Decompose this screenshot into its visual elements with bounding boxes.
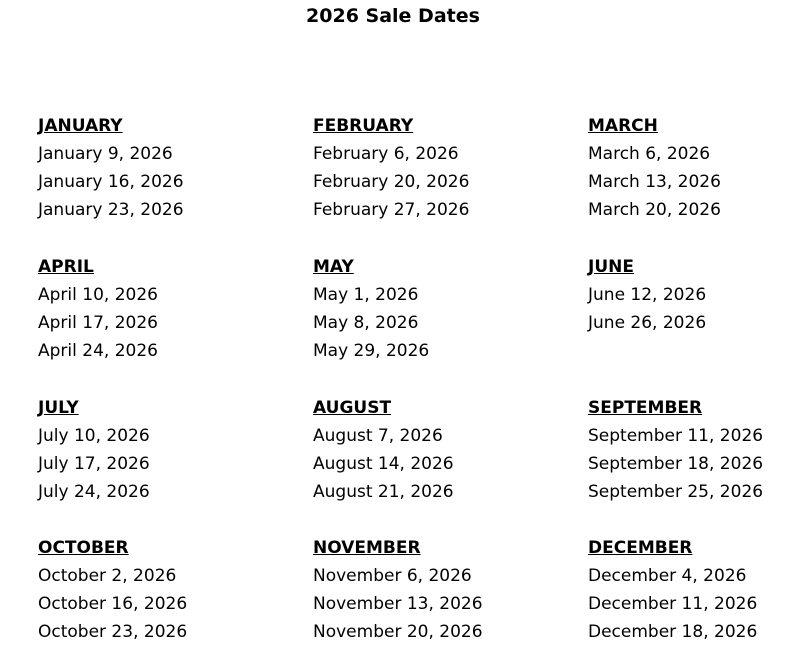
month-heading: DECEMBER: [588, 538, 693, 558]
month-heading: JUNE: [588, 257, 634, 277]
month-block-september: [588, 394, 786, 506]
sale-date: March 13, 2026: [588, 172, 721, 192]
month-heading: MARCH: [588, 116, 658, 136]
month-block-may: [313, 253, 573, 365]
month-block-november: [313, 534, 573, 646]
month-block-december: [588, 534, 786, 646]
date-list: [313, 422, 573, 506]
month-block-march: [588, 112, 786, 224]
month-block-june: [588, 253, 786, 337]
month-block-july: [38, 394, 298, 506]
sale-date: February 6, 2026: [313, 144, 459, 164]
date-list: [38, 281, 298, 365]
sale-date: March 20, 2026: [588, 200, 721, 220]
date-list: [588, 422, 786, 506]
sale-date: January 9, 2026: [38, 144, 173, 164]
month-block-august: [313, 394, 573, 506]
sale-date: October 16, 2026: [38, 594, 188, 614]
sale-date: February 27, 2026: [313, 200, 470, 220]
sale-date: October 2, 2026: [38, 566, 177, 586]
sale-date: January 16, 2026: [38, 172, 184, 192]
sale-date: September 11, 2026: [588, 426, 764, 446]
sale-date: June 12, 2026: [588, 285, 707, 305]
sale-date: April 17, 2026: [38, 313, 158, 333]
month-heading: AUGUST: [313, 398, 392, 418]
sale-date: May 8, 2026: [313, 313, 419, 333]
sale-date: July 10, 2026: [38, 426, 150, 446]
sale-date: March 6, 2026: [588, 144, 711, 164]
month-heading: JULY: [38, 398, 79, 418]
sale-date: November 6, 2026: [313, 566, 472, 586]
date-list: [313, 562, 573, 646]
month-heading: APRIL: [38, 257, 94, 277]
sale-date: June 26, 2026: [588, 313, 707, 333]
sale-date: May 1, 2026: [313, 285, 419, 305]
sale-date: December 18, 2026: [588, 622, 758, 642]
sale-date: August 14, 2026: [313, 454, 454, 474]
month-heading: NOVEMBER: [313, 538, 421, 558]
date-list: [38, 562, 298, 646]
sale-date: April 10, 2026: [38, 285, 158, 305]
month-heading: OCTOBER: [38, 538, 129, 558]
month-block-february: [313, 112, 573, 224]
date-list: [38, 140, 298, 224]
sale-date: January 23, 2026: [38, 200, 184, 220]
date-list: [313, 281, 573, 365]
sale-date: September 18, 2026: [588, 454, 764, 474]
date-list: [38, 422, 298, 506]
page-title: 2026 Sale Dates: [306, 5, 480, 27]
sale-date: September 25, 2026: [588, 482, 764, 502]
sale-date: July 17, 2026: [38, 454, 150, 474]
sale-date: February 20, 2026: [313, 172, 470, 192]
sale-date: August 21, 2026: [313, 482, 454, 502]
sale-date: August 7, 2026: [313, 426, 443, 446]
month-block-january: [38, 112, 298, 224]
sale-date: December 11, 2026: [588, 594, 758, 614]
month-heading: FEBRUARY: [313, 116, 414, 136]
sale-date: April 24, 2026: [38, 341, 158, 361]
date-list: [588, 562, 786, 646]
sale-date: November 13, 2026: [313, 594, 483, 614]
date-list: [588, 140, 786, 224]
sale-date: December 4, 2026: [588, 566, 747, 586]
month-heading: MAY: [313, 257, 354, 277]
month-block-april: [38, 253, 298, 365]
date-list: [588, 281, 786, 337]
month-heading: SEPTEMBER: [588, 398, 703, 418]
month-block-october: [38, 534, 298, 646]
sale-date: May 29, 2026: [313, 341, 430, 361]
sale-date: November 20, 2026: [313, 622, 483, 642]
month-heading: JANUARY: [38, 116, 123, 136]
sale-date: October 23, 2026: [38, 622, 188, 642]
sale-date: July 24, 2026: [38, 482, 150, 502]
date-list: [313, 140, 573, 224]
